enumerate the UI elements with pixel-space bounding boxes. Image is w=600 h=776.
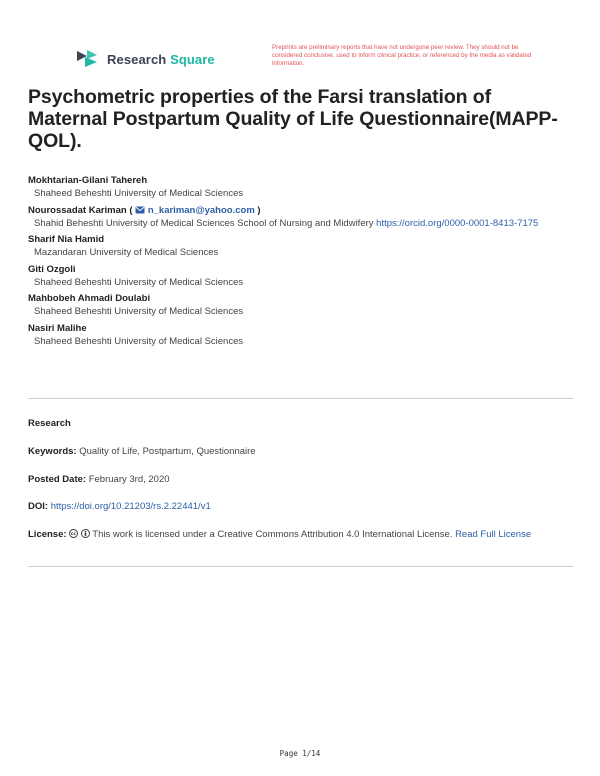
doi-link[interactable]: https://doi.org/10.21203/rs.2.22441/v1	[50, 501, 211, 512]
author-name: Sharif Nia Hamid	[28, 234, 105, 245]
author-affiliation: Shaheed Beheshti University of Medical Sciences	[34, 188, 244, 199]
keywords-value: Quality of Life, Postpartum, Questionnaire	[79, 446, 256, 457]
license-row	[28, 527, 573, 542]
license-label: License:	[28, 529, 67, 540]
posted-date-row	[28, 472, 573, 487]
attribution-icon	[81, 529, 90, 538]
research-square-logo[interactable]	[75, 48, 215, 70]
author-item	[28, 233, 576, 261]
author-item	[28, 322, 576, 350]
section-type: Research	[28, 418, 71, 429]
divider	[28, 566, 573, 567]
read-full-license-link[interactable]: Read Full License	[455, 529, 532, 540]
author-name-text: Nourossadat Kariman	[28, 204, 127, 216]
posted-date-label: Posted Date:	[28, 474, 87, 485]
envelope-icon	[135, 206, 145, 214]
license-text: This work is licensed under a Creative Commons Attribution 4.0 International License.	[92, 529, 453, 540]
doi-row	[28, 499, 573, 514]
author-item	[28, 174, 576, 202]
author-item	[28, 204, 576, 232]
preprint-disclaimer: Preprints are preliminary reports that have not undergone peer review. They should not be considered conclusive, used to inform clinical practice, or referenced by the media as validated information.	[272, 44, 532, 67]
author-name: Mokhtarian-Gilani Tahereh	[28, 175, 148, 186]
author-affiliation: Shaheed Beheshti University of Medical Sciences	[34, 306, 244, 317]
author-name: Giti Ozgoli	[28, 263, 76, 275]
keywords-row	[28, 444, 573, 459]
author-name: Mahbobeh Ahmadi Doulabi	[28, 293, 151, 304]
page-header	[75, 44, 555, 84]
author-item	[28, 292, 576, 320]
author-affiliation-text: Shahid Beheshti University of Medical Sciences School of Nursing and Midwifery	[34, 217, 374, 229]
logo-word-square: Square	[170, 51, 215, 67]
author-affiliation	[28, 217, 576, 232]
paper-title: Psychometric properties of the Farsi translation of Maternal Postpartum Quality of Life Questionnaire(MAPP-QOL).	[28, 86, 558, 152]
author-list	[28, 172, 576, 349]
keywords-label: Keywords:	[28, 446, 77, 457]
doi-label: DOI:	[28, 501, 49, 512]
page-number: Page 1/14	[279, 749, 321, 758]
divider	[28, 398, 573, 399]
author-name-corresponding: Nourossadat Kariman ( n_kariman@yahoo.com )	[28, 204, 261, 216]
author-affiliation: Shaheed Beheshti University of Medical Sciences	[34, 335, 244, 347]
section-label	[28, 416, 573, 431]
research-square-logo-icon	[75, 48, 100, 70]
author-email-link[interactable]: n_kariman@yahoo.com	[147, 204, 255, 216]
orcid-link[interactable]: https://orcid.org/0000-0001-8413-7175	[376, 217, 539, 229]
author-affiliation: Shaheed Beheshti University of Medical Sciences	[34, 276, 244, 288]
logo-wordmark	[107, 52, 215, 67]
logo-word-research: Research	[107, 51, 167, 67]
posted-date-value: February 3rd, 2020	[88, 474, 170, 485]
svg-text:cc: cc	[70, 532, 77, 538]
author-name: Nasiri Malihe	[28, 322, 87, 334]
creative-commons-icon	[69, 529, 78, 538]
author-affiliation: Mazandaran University of Medical Sciences	[34, 247, 219, 258]
author-item	[28, 263, 576, 291]
